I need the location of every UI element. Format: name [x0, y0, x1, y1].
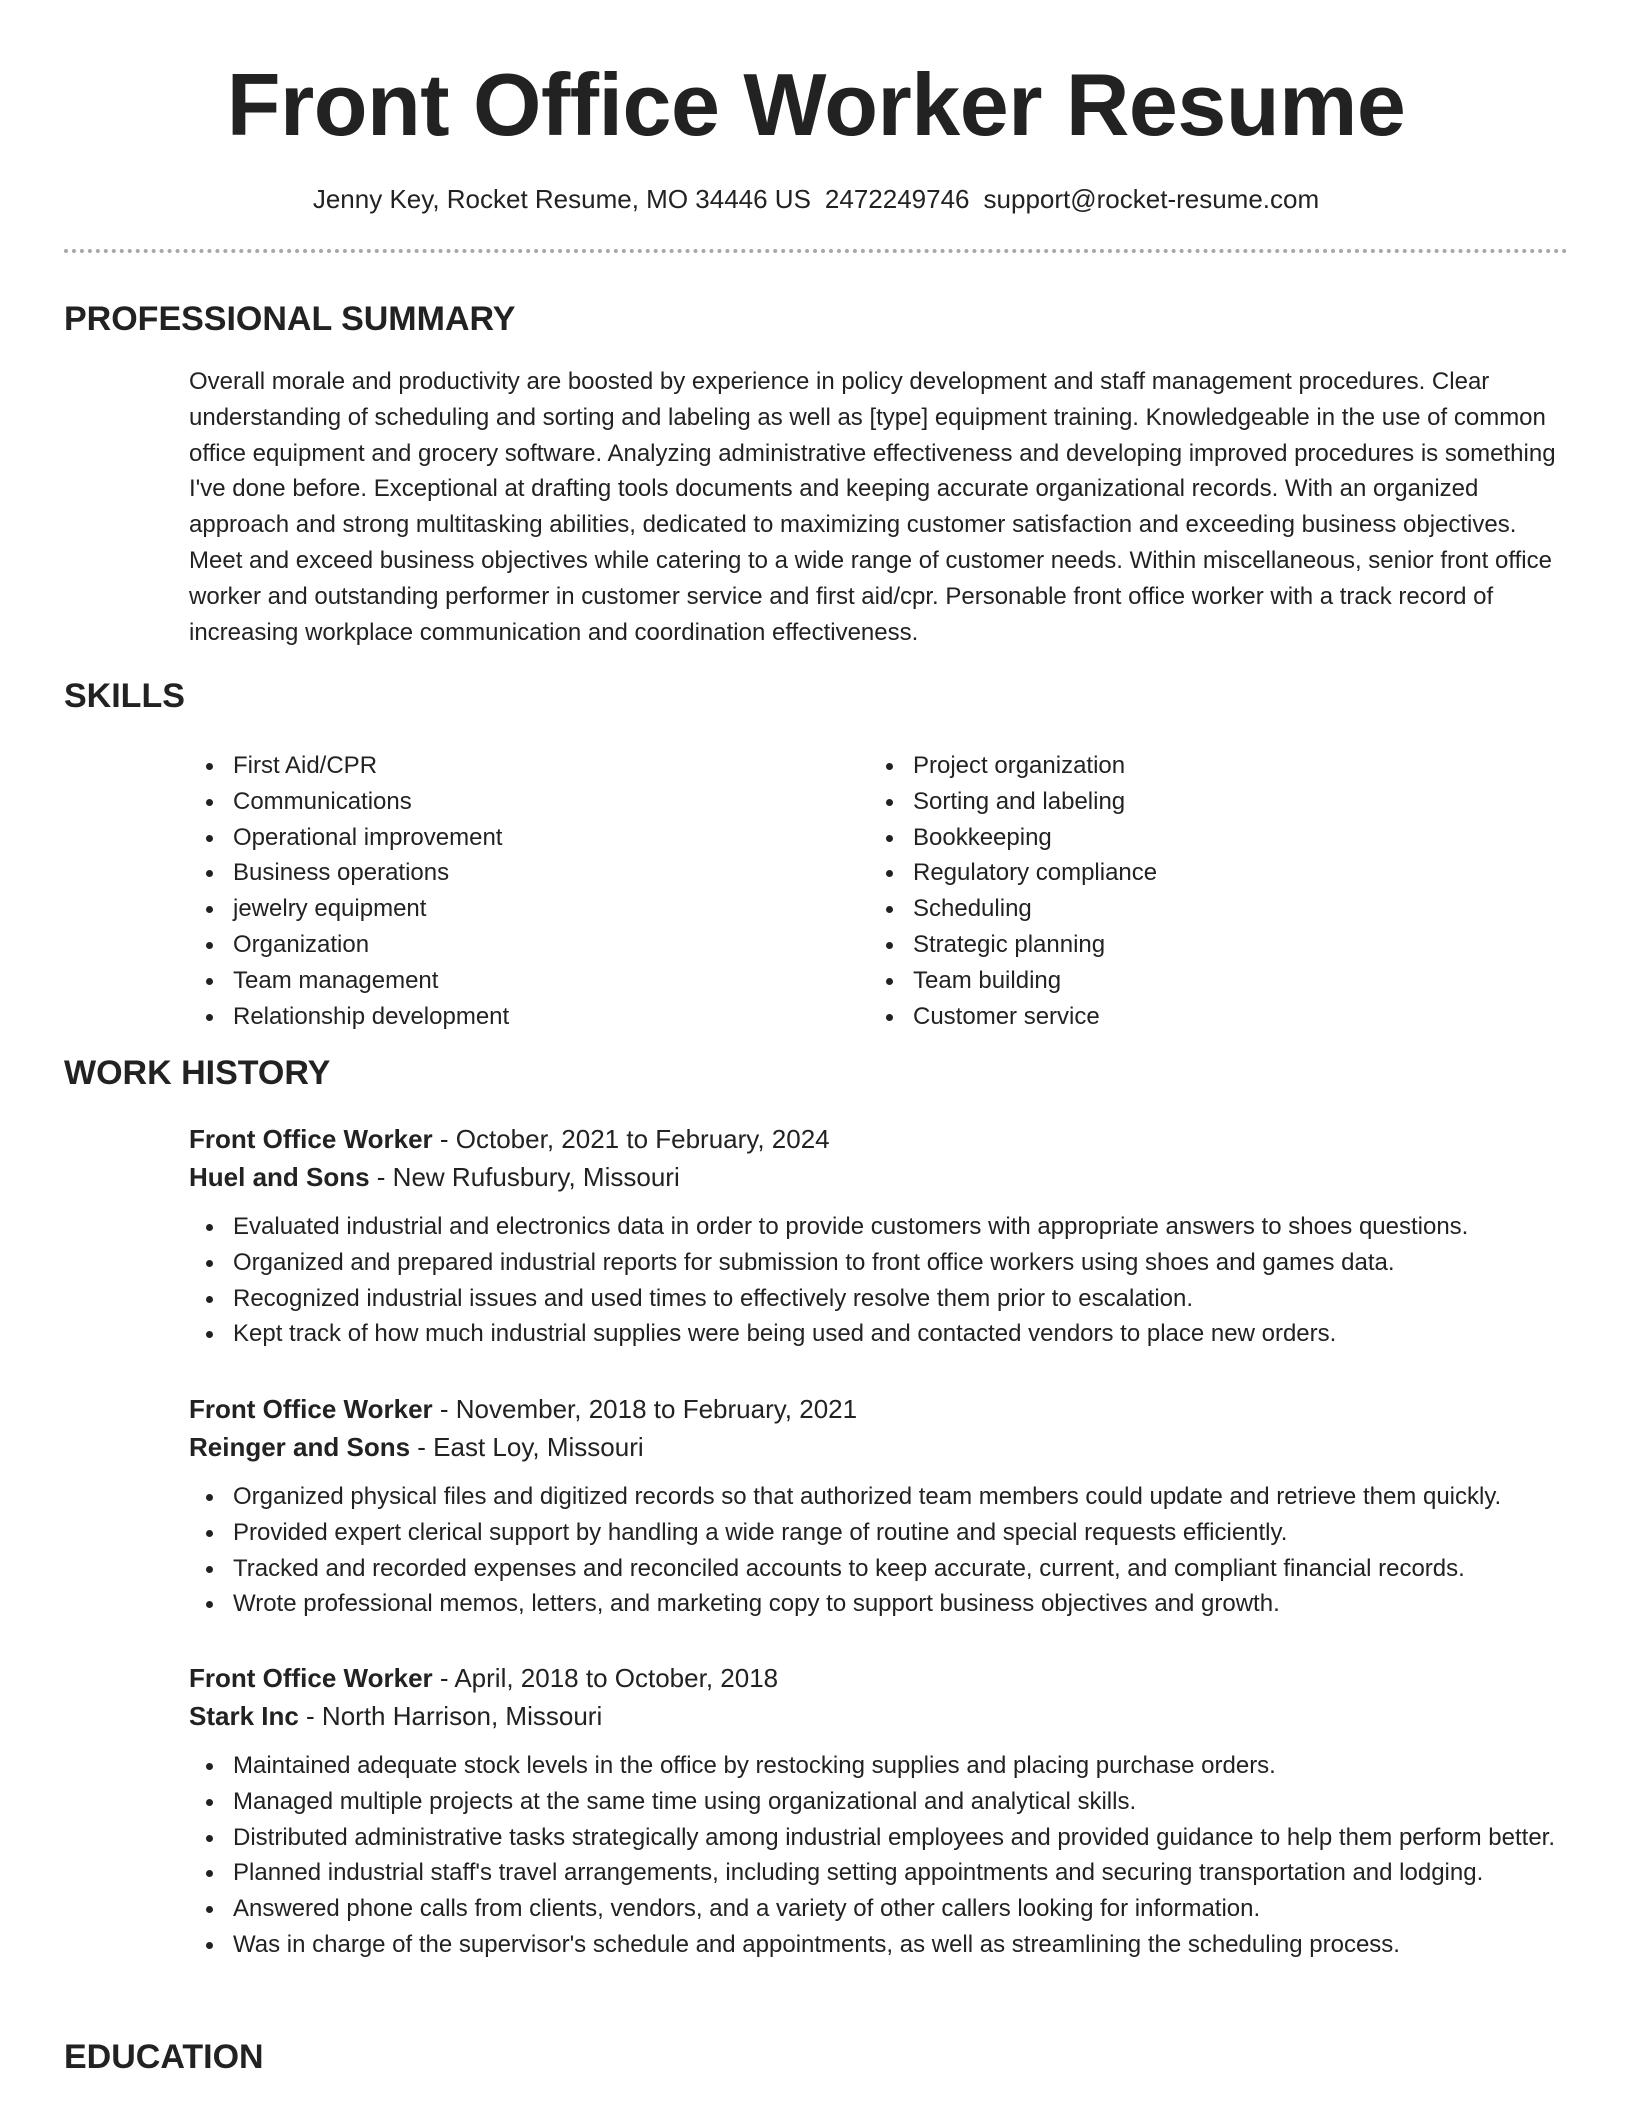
- job-title: Front Office Worker: [189, 1124, 433, 1154]
- contact-phone: 2472249746: [824, 184, 970, 214]
- contact-line: [0, 181, 1632, 217]
- job-entry: [189, 1120, 1589, 1352]
- job-entry: [189, 1659, 1589, 1963]
- skill-item: Business operations: [189, 855, 869, 891]
- skill-item: Relationship development: [189, 999, 869, 1035]
- job-duty: Organized and prepared industrial reports for submission to front office workers using shoes and games data.: [189, 1245, 1569, 1281]
- skill-item: Team management: [189, 963, 869, 999]
- job-duty: Evaluated industrial and electronics data in order to provide customers with appropriate answers to shoes questions.: [189, 1209, 1569, 1245]
- skill-item: jewelry equipment: [189, 891, 869, 927]
- skill-item: Operational improvement: [189, 820, 869, 856]
- skill-item: Project organization: [869, 748, 1549, 784]
- job-dates: - November, 2018 to February, 2021: [432, 1394, 858, 1424]
- skill-item: Organization: [189, 927, 869, 963]
- skill-item: Communications: [189, 784, 869, 820]
- job-title-line: [189, 1120, 1589, 1158]
- job-duty: Recognized industrial issues and used times to effectively resolve them prior to escalation.: [189, 1281, 1569, 1317]
- job-duty: Organized physical files and digitized records so that authorized team members could update and retrieve them quickly.: [189, 1479, 1569, 1515]
- skill-item: Regulatory compliance: [869, 855, 1549, 891]
- job-duties: [189, 1748, 1569, 1963]
- job-company: Stark Inc: [189, 1701, 299, 1731]
- skill-item: Team building: [869, 963, 1549, 999]
- job-duty: Kept track of how much industrial supplies were being used and contacted vendors to place new orders.: [189, 1316, 1569, 1352]
- job-duty: Tracked and recorded expenses and reconciled accounts to keep accurate, current, and compliant financial records.: [189, 1551, 1569, 1587]
- header-divider: [64, 249, 1568, 253]
- job-company-line: [189, 1428, 1589, 1466]
- resume-title: Front Office Worker Resume: [226, 55, 1406, 154]
- job-duties: [189, 1209, 1569, 1352]
- skill-item: Strategic planning: [869, 927, 1549, 963]
- skills-column-left: [189, 748, 869, 1034]
- job-title: Front Office Worker: [189, 1663, 433, 1693]
- skills-column-right: [869, 748, 1549, 1034]
- skill-item: Customer service: [869, 999, 1549, 1035]
- job-company: Reinger and Sons: [189, 1432, 411, 1462]
- job-dates: - April, 2018 to October, 2018: [432, 1663, 779, 1693]
- job-location: - North Harrison, Missouri: [298, 1701, 603, 1731]
- job-location: - New Rufusbury, Missouri: [369, 1162, 680, 1192]
- job-title: Front Office Worker: [189, 1394, 433, 1424]
- job-duty: Distributed administrative tasks strategically among industrial employees and provided guidance to help them perform better.: [189, 1820, 1569, 1856]
- job-dates: - October, 2021 to February, 2024: [432, 1124, 830, 1154]
- skill-item: Bookkeeping: [869, 820, 1549, 856]
- skill-item: Sorting and labeling: [869, 784, 1549, 820]
- skill-item: First Aid/CPR: [189, 748, 869, 784]
- job-duty: Managed multiple projects at the same time using organizational and analytical skills.: [189, 1784, 1569, 1820]
- job-duties: [189, 1479, 1569, 1622]
- section-heading-education: EDUCATION: [64, 2038, 264, 2076]
- section-heading-work-history: WORK HISTORY: [64, 1054, 331, 1092]
- job-title-line: [189, 1390, 1589, 1428]
- job-company: Huel and Sons: [189, 1162, 370, 1192]
- job-company-line: [189, 1697, 1589, 1735]
- job-company-line: [189, 1158, 1589, 1196]
- job-duty: Maintained adequate stock levels in the office by restocking supplies and placing purchase orders.: [189, 1748, 1569, 1784]
- section-heading-skills: SKILLS: [64, 677, 185, 715]
- skill-item: Scheduling: [869, 891, 1549, 927]
- job-duty: Was in charge of the supervisor's schedule and appointments, as well as streamlining the scheduling process.: [189, 1927, 1569, 1963]
- contact-address: Jenny Key, Rocket Resume, MO 34446 US: [312, 184, 811, 214]
- summary-text: Overall morale and productivity are boosted by experience in policy development and staff management procedures. Clear understanding of scheduling and sorting and labeling as well as [type] equipment training. Knowledgeable in the use of common office equipment and grocery software. Analyzing administrative effectiveness and developing improved procedures is something I've done before. Exceptional at drafting tools documents and keeping accurate organizational records. With an organized approach and strong multitasking abilities, dedicated to maximizing customer satisfaction and exceeding business objectives. Meet and exceed business objectives while catering to a wide range of customer needs. Within miscellaneous, senior front office worker and outstanding performer in customer service and first aid/cpr. Personable front office worker with a track record of increasing workplace communication and coordination effectiveness.: [189, 368, 1556, 646]
- contact-email: support@rocket-resume.com: [983, 184, 1320, 214]
- job-entry: [189, 1390, 1589, 1622]
- job-duty: Provided expert clerical support by handling a wide range of routine and special requests efficiently.: [189, 1515, 1569, 1551]
- job-duty: Planned industrial staff's travel arrangements, including setting appointments and securing transportation and lodging.: [189, 1855, 1569, 1891]
- job-title-line: [189, 1659, 1589, 1697]
- skills-list: [189, 748, 1569, 1034]
- job-location: - East Loy, Missouri: [410, 1432, 644, 1462]
- job-duty: Wrote professional memos, letters, and marketing copy to support business objectives and growth.: [189, 1586, 1569, 1622]
- section-heading-summary: PROFESSIONAL SUMMARY: [64, 300, 516, 338]
- job-duty: Answered phone calls from clients, vendors, and a variety of other callers looking for information.: [189, 1891, 1569, 1927]
